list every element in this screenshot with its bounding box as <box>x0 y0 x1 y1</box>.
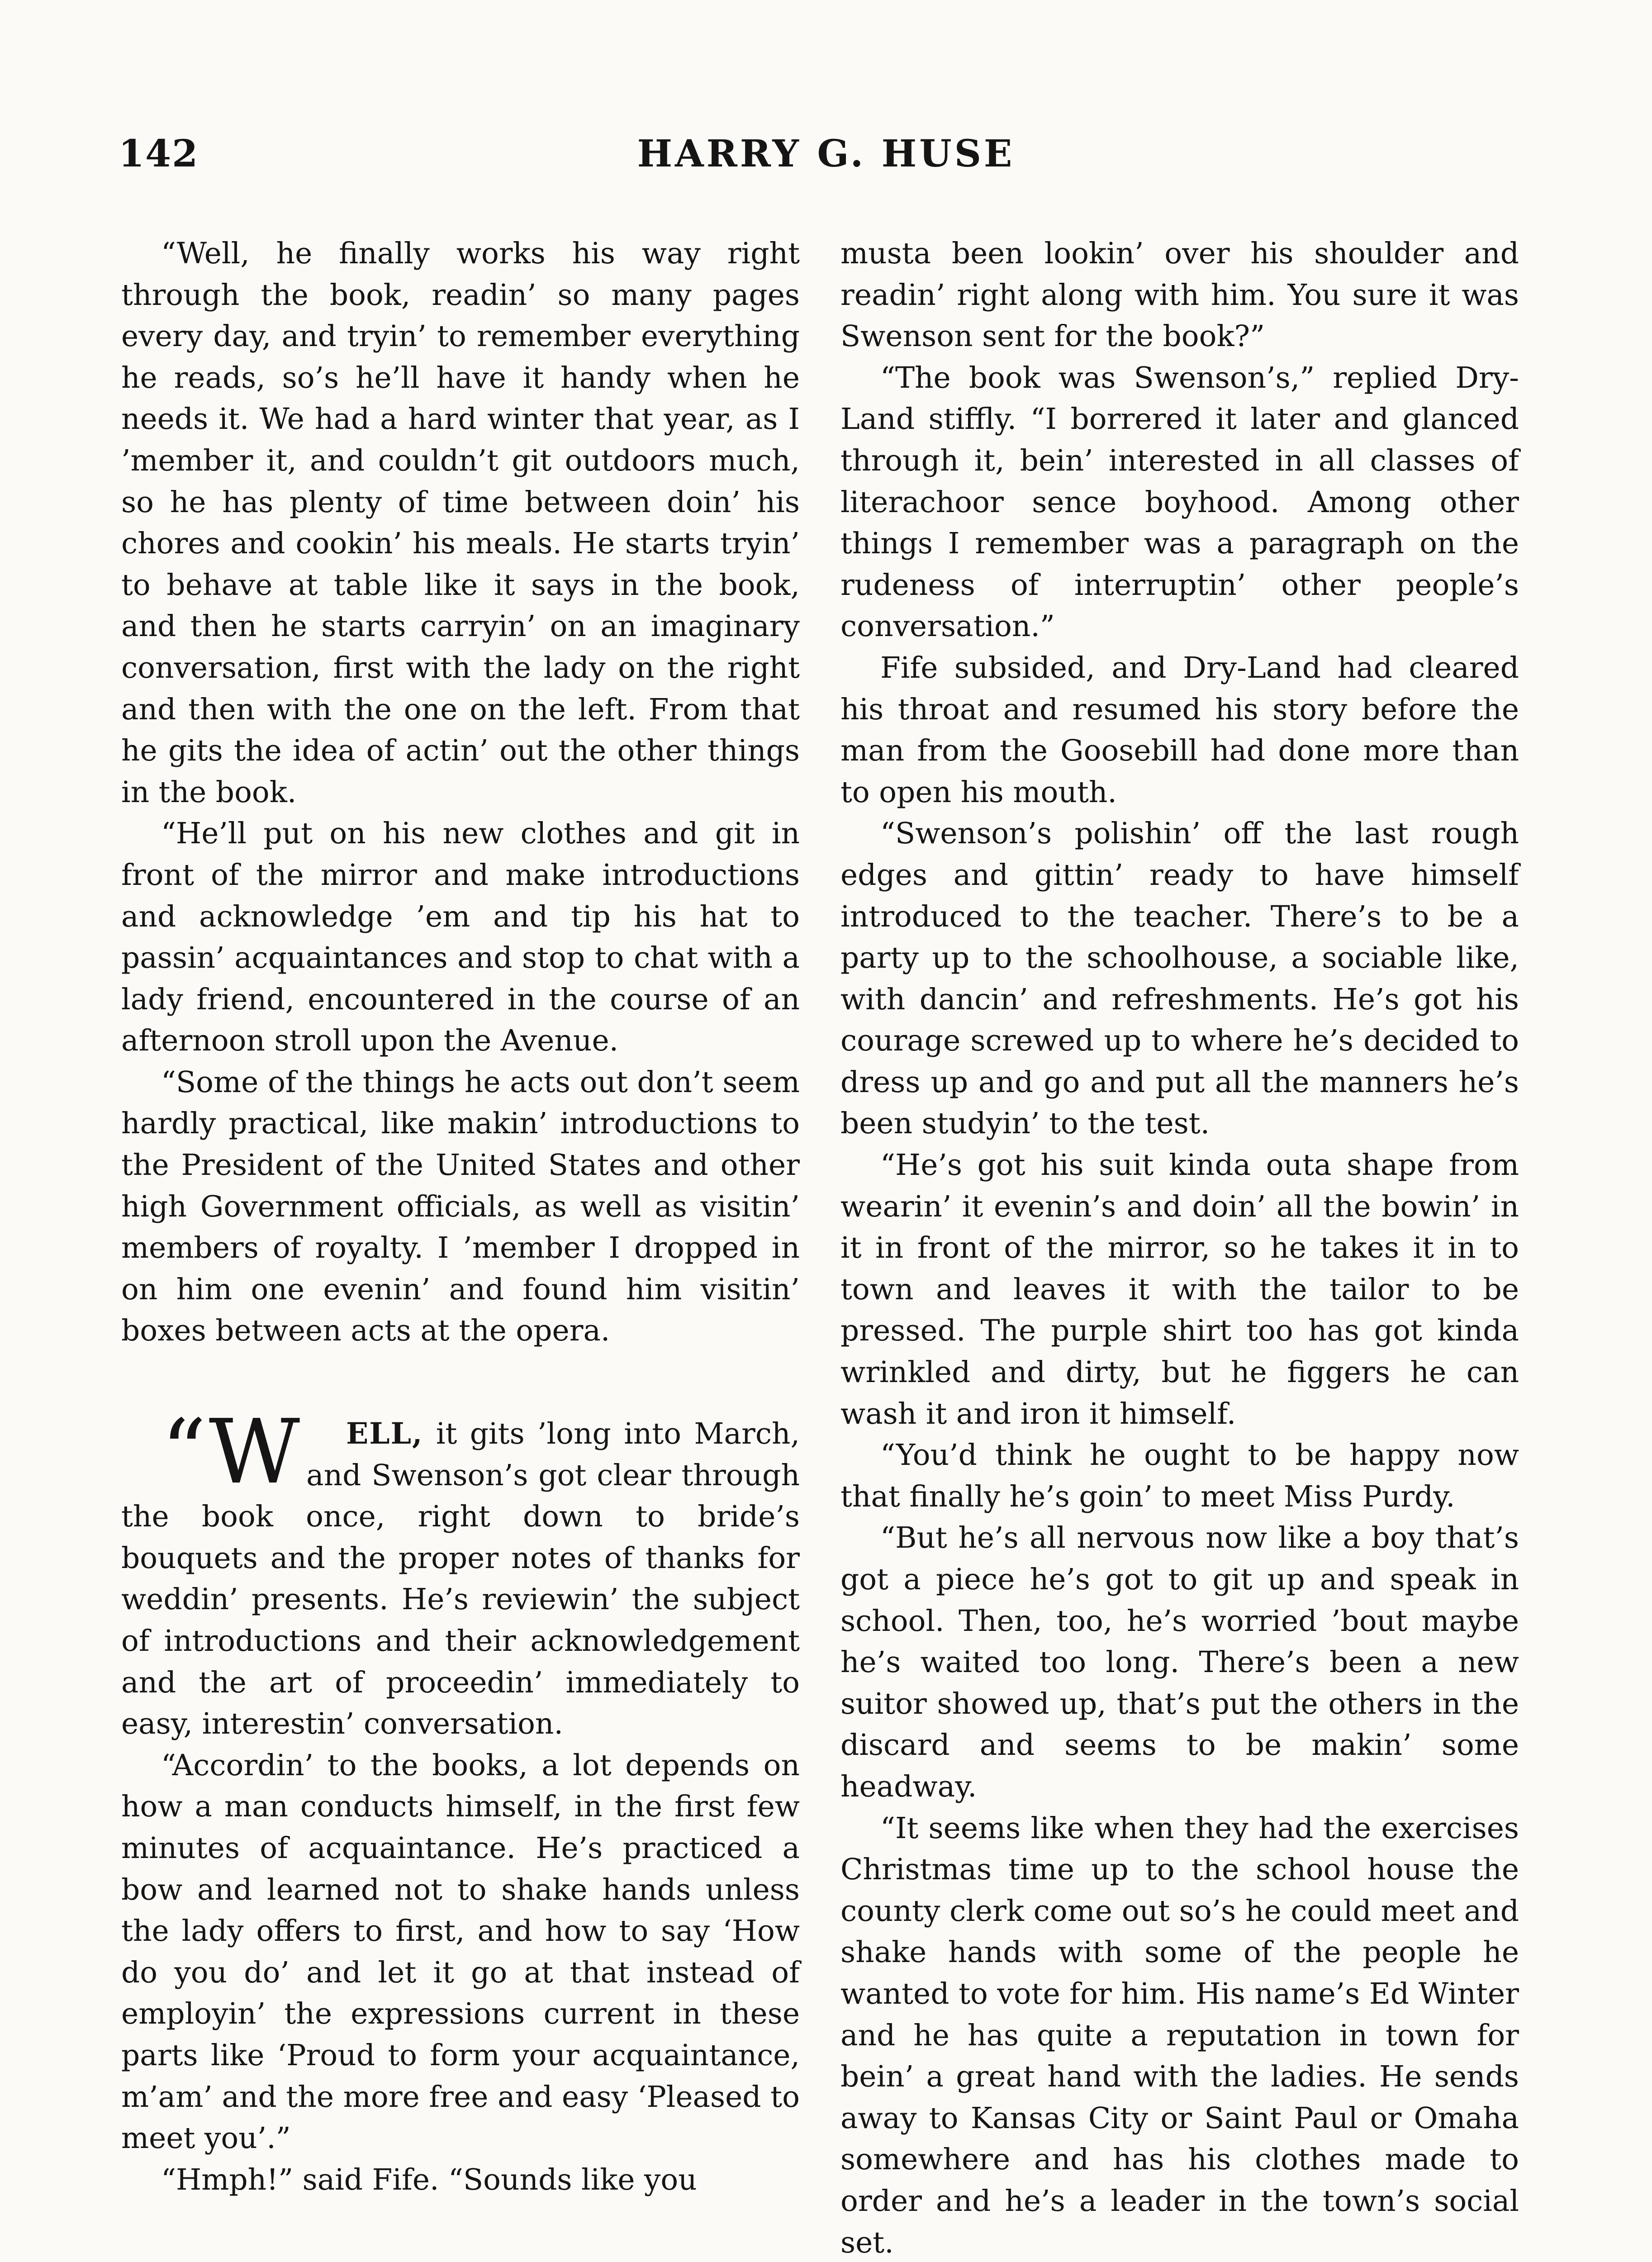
paragraph: “Accordin’ to the books, a lot depends on how a man conducts himself, in the first few minutes of acquaintance. He’s practiced a bow and learned not to shake hands unless the lady offers to first, and how to say ‘How do you do’ and let it go at that instead of employin’ the expressions current in these parts like ‘Proud to form your acquaintance, m’am’ and the more free and easy ‘Pleased to meet you’.” <box>121 1748 800 2156</box>
paragraph: “He’s got his suit kinda outa shape from wearin’ it evenin’s and doin’ all the bowin’ in it in front of the mirror, so he takes it in to town and leaves it with the tailor to be pressed. The purple shirt too has got kinda wrinkled and dirty, but he figgers he can wash it and iron it himself. <box>840 1148 1519 1431</box>
drop-cap: “W <box>161 1401 300 1504</box>
paragraph: “Well, he finally works his way right through the book, readin’ so many pages every day, and tryin’ to remember everything he reads, so’s he’ll have it handy when he needs it. We had a hard winter that year, as I ’member it, and couldn’t git outdoors much, so he has plenty of time between doin’ his chores and cookin’ his meals. He starts tryin’ to behave at table like it says in the book, and then he starts carryin’ on an imaginary conversation, first with the lady on the right and then with the one on the left. From that he gits the idea of actin’ out the other things in the book. <box>121 237 800 809</box>
section-opening-paragraph <box>121 1401 800 1745</box>
paragraph: “Hmph!” said Fife. “Sounds like you <box>161 2162 697 2197</box>
paragraph: “Some of the things he acts out don’t seem hardly practical, like makin’ introductions to the President of the United States and other high Government officials, as well as visitin’ members of royalty. I ’member I dropped in on him one evenin’ and found him visitin’ boxes between acts at the opera. <box>121 1065 800 1348</box>
right-column <box>840 233 1519 2262</box>
running-head: HARRY G. HUSE <box>637 132 1015 176</box>
paragraph: “The book was Swenson’s,” replied Dry-Land stiffly. “I borrered it later and glanced through it, bein’ interested in all classes of literachoor sence boyhood. Among other things I remember was a paragraph on the rudeness of interruptin’ other people’s conversation.” <box>840 361 1519 644</box>
page-number: 142 <box>119 132 199 176</box>
small-caps-lead: ELL, <box>346 1416 423 1451</box>
paragraph: Fife subsided, and Dry-Land had cleared his throat and resumed his story before the man from the Goosebill had done more than to open his mouth. <box>840 651 1519 809</box>
paragraph-continued: musta been lookin’ over his shoulder and readin’ right along with him. You sure it was Swenson sent for the book?” <box>840 237 1519 354</box>
paragraph: “You’d think he ought to be happy now that finally he’s goin’ to meet Miss Purdy. <box>840 1438 1519 1514</box>
paragraph-text: it gits ’long into March, and Swenson’s got clear through the book once, right down to bride’s bouquets and the proper notes of thanks for weddin’ presents. He’s reviewin’ the subject of introductions and their acknowledgement and the art of proceedin’ immediately to easy, interestin’ conversation. <box>121 1417 800 1741</box>
paragraph: “Swenson’s polishin’ off the last rough edges and gittin’ ready to have himself introduced to the teacher. There’s to be a party up to the schoolhouse, a sociable like, with dancin’ and refreshments. He’s got his courage screwed up to where he’s decided to dress up and go and put all the manners he’s been studyin’ to the test. <box>840 817 1519 1141</box>
left-column <box>121 233 800 2200</box>
paragraph: “It seems like when they had the exercises Christmas time up to the school house the county clerk come out so’s he could meet and shake hands with some of the people he wanted to vote for him. His name’s Ed Winter and he has quite a reputation in town for bein’ a great hand with the ladies. He sends away to Kansas City or Saint Paul or Omaha somewhere and has his clothes made to order and he’s a leader in the town’s social set. <box>840 1811 1519 2260</box>
page-header <box>119 132 1533 195</box>
paragraph: “But he’s all nervous now like a boy that’s got a piece he’s got to git up and speak in school. Then, too, he’s worried ’bout maybe he’s waited too long. There’s been a new suitor showed up, that’s put the others in the discard and seems to be makin’ some headway. <box>840 1521 1519 1804</box>
paragraph: “He’ll put on his new clothes and git in front of the mirror and make introductions and acknowledge ’em and tip his hat to passin’ acquaintances and stop to chat with a lady friend, encountered in the course of an afternoon stroll upon the Avenue. <box>121 817 800 1058</box>
